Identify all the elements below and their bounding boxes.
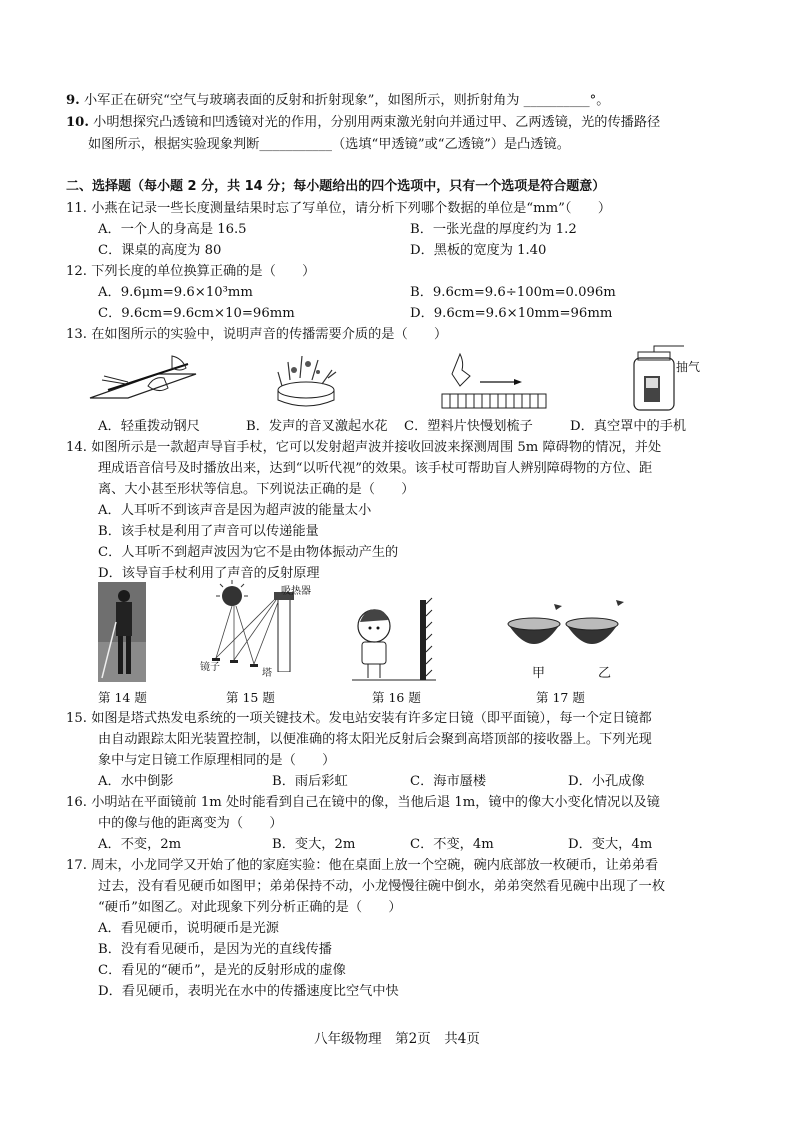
question-text: “硬币”如图乙。对此现象下列分析正确的是（ ）: [98, 900, 402, 915]
question-text: 小军正在研究“空气与玻璃表面的反射和折射现象”，如图所示，则折射角为 __________°。: [83, 93, 610, 108]
option-a: A．人耳听不到该声音是因为超声波的能量太小: [98, 503, 372, 518]
option-c: C．9.6cm=9.6cm×10=96mm: [98, 306, 295, 321]
question-text: 小明站在平面镜前 1m 处时能看到自己在镜中的像，当他后退 1m，镜中的像大小变化情况以及镜: [91, 795, 660, 810]
question-text: 小燕在记录一些长度测量结果时忘了写单位，请分析下列哪个数据的单位是“mm”（ ）: [91, 201, 612, 216]
figure-caption-16: 第 16 题: [372, 690, 421, 705]
coin-bowl-figure: [504, 598, 644, 660]
plane-mirror-figure: [350, 594, 446, 686]
pump-label: 抽气: [676, 360, 701, 374]
question-text: 如图是塔式热发电系统的一项关键技术。发电站安装有许多定日镜（即平面镜），每一个定日镜都: [91, 711, 652, 726]
question-number: 17.: [66, 858, 87, 873]
option-b: B．没有看见硬币，是因为光的直线传播: [98, 942, 332, 957]
figure-caption-17: 第 17 题: [536, 690, 585, 705]
option-c: C．人耳听不到超声波因为它不是由物体振动产生的: [98, 545, 399, 560]
heater-label: 吸热器: [281, 586, 311, 597]
option-a: A．看见硬币，说明硬币是光源: [98, 921, 279, 936]
option-b: B．发声的音叉激起水花: [246, 419, 388, 434]
question-number: 9.: [66, 93, 80, 108]
option-d: D．真空罩中的手机: [570, 419, 687, 434]
question-number: 12.: [66, 264, 87, 279]
steel-ruler-figure: [88, 350, 198, 412]
option-b: B．雨后彩虹: [272, 774, 348, 789]
option-d: D．黑板的宽度为 1.40: [410, 243, 547, 258]
option-c: C．塑料片快慢划梳子: [404, 419, 533, 434]
figure-caption-14: 第 14 题: [98, 690, 147, 705]
figure-caption-15: 第 15 题: [226, 690, 275, 705]
plastic-comb-figure: [440, 350, 552, 412]
option-c: C．课桌的高度为 80: [98, 243, 222, 258]
option-c: C．不变，4m: [410, 837, 494, 852]
question-9: [66, 92, 609, 110]
tower-label: 塔: [262, 668, 272, 679]
question-13: [66, 326, 447, 344]
option-b: B．该手杖是利用了声音可以传递能量: [98, 524, 319, 539]
question-text: 如图所示是一款超声导盲手杖，它可以发射超声波并接收回波来探测周围 5m 障碍物的情况，并处: [91, 440, 662, 455]
question-12: [66, 263, 315, 281]
question-text: 中的像与他的距离变为（ ）: [98, 816, 283, 831]
option-a: A．9.6μm=9.6×10³mm: [98, 285, 253, 300]
option-c: C．看见的“硬币”，是光的反射形成的虚像: [98, 963, 346, 978]
question-number: 14.: [66, 440, 87, 455]
question-number: 13.: [66, 327, 87, 342]
question-text: 下列长度的单位换算正确的是（ ）: [91, 264, 316, 279]
mirror-label: 镜子: [200, 662, 220, 673]
bowl-jia-label: 甲: [532, 666, 546, 681]
option-a: A．轻重拨动钢尺: [98, 419, 200, 434]
bowl-yi-label: 乙: [598, 666, 612, 681]
option-d: D．变大，4m: [568, 837, 653, 852]
question-15: [66, 710, 652, 728]
question-text: 在如图所示的实验中，说明声音的传播需要介质的是（ ）: [91, 327, 448, 342]
option-a: A．不变，2m: [98, 837, 182, 852]
option-d: D．该导盲手杖利用了声音的反射原理: [98, 566, 320, 581]
question-11: [66, 200, 611, 218]
question-14: [66, 439, 661, 457]
option-d: D．9.6cm=9.6×10mm=96mm: [410, 306, 613, 321]
question-text: 小明想探究凸透镜和凹透镜对光的作用，分别用两束激光射向并通过甲、乙两透镜，光的传播路径: [93, 115, 661, 130]
option-a: A．一个人的身高是 16.5: [98, 222, 247, 237]
vacuum-jar-figure: [628, 342, 688, 414]
question-16: [66, 794, 660, 812]
question-text: 离、大小甚至形状等信息。下列说法正确的是（ ）: [98, 482, 415, 497]
question-text: 象中与定日镜工作原理相同的是（ ）: [98, 753, 336, 768]
question-number: 16.: [66, 795, 87, 810]
option-c: C．海市蜃楼: [410, 774, 487, 789]
option-b: B．9.6cm=9.6÷100m=0.096m: [410, 285, 616, 300]
page-footer: 八年级物理 第2页 共4页: [314, 1031, 480, 1047]
option-b: B．变大，2m: [272, 837, 356, 852]
question-text: 理成语音信号及时播放出来，达到“以听代视”的效果。该手杖可帮助盲人辨别障碍物的方位、距: [98, 461, 653, 476]
question-text: 周末，小龙同学又开始了他的家庭实验：他在桌面上放一个空碗，碗内底部放一枚硬币，让弟弟看: [91, 858, 659, 873]
option-b: B．一张光盘的厚度约为 1.2: [410, 222, 577, 237]
question-text: 如图所示，根据实验现象判断___________（选填“甲透镜”或“乙透镜”）是凸透镜。: [88, 137, 570, 152]
question-text: 由自动跟踪太阳光装置控制，以便准确的将太阳光反射后会聚到高塔顶部的接收器上。下列光现: [98, 732, 652, 747]
question-text: 过去，没有看见硬币如图甲；弟弟保持不动，小龙慢慢往碗中倒水，弟弟突然看见碗中出现了一枚: [98, 879, 666, 894]
question-17: [66, 857, 658, 875]
option-d: D．小孔成像: [568, 774, 645, 789]
blind-cane-photo: [98, 582, 146, 682]
question-number: 11.: [66, 201, 87, 216]
question-10: [66, 114, 660, 132]
question-number: 10.: [66, 115, 89, 130]
tuning-fork-water-figure: [268, 350, 348, 412]
option-a: A．水中倒影: [98, 774, 174, 789]
section-heading: 二、选择题（每小题 2 分，共 14 分；每小题给出的四个选项中，只有一个选项是符合题意）: [66, 179, 606, 194]
option-d: D．看见硬币，表明光在水中的传播速度比空气中快: [98, 984, 399, 999]
question-number: 15.: [66, 711, 87, 726]
